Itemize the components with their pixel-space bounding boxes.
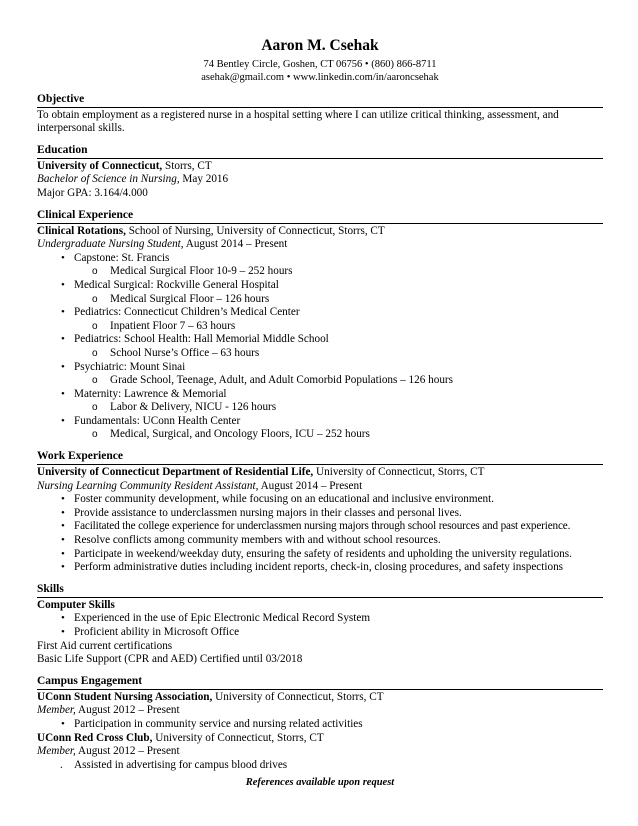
list-item: • Pediatrics: Connecticut Children’s Medical Center [37, 306, 603, 320]
list-subitem: o Labor & Delivery, NICU - 126 hours [37, 401, 603, 415]
clinical-section [37, 208, 603, 443]
skills-cert-bls: Basic Life Support (CPR and AED) Certified until 03/2018 [37, 653, 303, 666]
list-subitem: o Grade School, Teenage, Adult, and Adult Comorbid Populations – 126 hours [37, 374, 603, 388]
work-heading: Work Experience [37, 449, 603, 465]
education-school: University of Connecticut, [37, 159, 163, 172]
campus-role2-line [37, 745, 603, 759]
campus-org1-rest: University of Connecticut, Storrs, CT [212, 690, 384, 703]
resume-name: Aaron M. Csehak [261, 37, 379, 54]
campus-heading: Campus Engagement [37, 674, 603, 690]
list-subitem: o Inpatient Floor 7 – 63 hours [37, 320, 603, 334]
campus-section [37, 674, 603, 773]
campus-org1: UConn Student Nursing Association, [37, 690, 213, 703]
work-org-rest: University of Connecticut, Storrs, CT [313, 466, 485, 479]
clinical-org: Clinical Rotations, [37, 224, 126, 237]
contact-address: 74 Bentley Circle, Goshen, CT 06756 • (860) 866-8711 [203, 59, 437, 70]
clinical-role-line [37, 238, 603, 252]
resume-page [37, 36, 603, 790]
list-item: • Psychiatric: Mount Sinai [37, 361, 603, 375]
list-item: • Maternity: Lawrence & Memorial [37, 388, 603, 402]
campus-dates1: August 2012 – Present [75, 704, 180, 717]
work-dates: August 2014 – Present [258, 479, 363, 492]
contact-web: asehak@gmail.com • www.linkedin.com/in/aaroncsehak [201, 72, 439, 84]
skills-section [37, 582, 603, 667]
work-role: Nursing Learning Community Resident Assistant, [37, 479, 259, 492]
list-item: • Pediatrics: School Health: Hall Memorial Middle School [37, 333, 603, 347]
education-location: Storrs, CT [162, 159, 212, 172]
campus-dates2: August 2012 – Present [75, 745, 180, 758]
clinical-dates: August 2014 – Present [183, 238, 288, 251]
campus-org2: UConn Red Cross Club, [37, 731, 153, 744]
education-degree: Bachelor of Science in Nursing, [37, 173, 180, 186]
list-item: • Facilitated the college experience for underclassmen nursing majors through school resources and past experience. [37, 520, 603, 534]
campus-org2-line [37, 732, 603, 746]
objective-section [37, 92, 603, 136]
work-org-line [37, 466, 603, 480]
clinical-org-rest: School of Nursing, University of Connecticut, Storrs, CT [125, 224, 385, 237]
list-item: • Provide assistance to underclassmen nursing majors in their classes and personal lives. [37, 507, 603, 521]
campus-role1: Member, [37, 704, 76, 717]
list-item: • Capstone: St. Francis [37, 252, 603, 266]
clinical-org-line [37, 225, 603, 239]
education-gpa: Major GPA: 3.164/4.000 [37, 186, 148, 199]
skills-list [37, 612, 603, 639]
list-item: • Participate in weekend/weekday duty, ensuring the safety of residents and upholding the university regulations. [37, 548, 603, 562]
list-item: • Experienced in the use of Epic Electronic Medical Record System [37, 612, 603, 626]
clinical-role: Undergraduate Nursing Student, [37, 238, 184, 251]
list-item: • Participation in community service and nursing related activities [37, 718, 603, 732]
work-role-line [37, 480, 603, 494]
references-note: References available upon request [245, 777, 395, 789]
education-date: May 2016 [179, 173, 229, 186]
campus-org2-rest: University of Connecticut, Storrs, CT [152, 731, 324, 744]
list-subitem: o Medical Surgical Floor – 126 hours [37, 293, 603, 307]
list-item: • Perform administrative duties including incident reports, check-in, closing procedures, and safety inspections [37, 561, 603, 575]
objective-text: To obtain employment as a registered nurse in a hospital setting where I can utilize critical thinking, assessment, and interpersonal skills. [37, 108, 559, 135]
list-subitem: o Medical, Surgical, and Oncology Floors, ICU – 252 hours [37, 428, 603, 442]
list-item: • Proficient ability in Microsoft Office [37, 626, 603, 640]
education-section [37, 143, 603, 201]
skills-heading: Skills [37, 582, 603, 598]
work-list [37, 493, 603, 575]
clinical-heading: Clinical Experience [37, 208, 603, 224]
skills-subheading: Computer Skills [37, 598, 115, 611]
campus-role1-line [37, 704, 603, 718]
list-item: . Assisted in advertising for campus blood drives [37, 759, 603, 773]
skills-cert-first-aid: First Aid current certifications [37, 639, 173, 652]
objective-heading: Objective [37, 92, 603, 108]
campus-role2: Member, [37, 745, 76, 758]
list-item: • Resolve conflicts among community members with and without school resources. [37, 534, 603, 548]
work-org: University of Connecticut Department of Residential Life, [37, 466, 314, 479]
education-heading: Education [37, 143, 603, 159]
clinical-list [37, 252, 603, 442]
list-item: • Medical Surgical: Rockville General Hospital [37, 279, 603, 293]
education-degree-line [37, 173, 603, 187]
education-school-line [37, 160, 603, 174]
list-subitem: o School Nurse’s Office – 63 hours [37, 347, 603, 361]
list-item: • Fundamentals: UConn Health Center [37, 415, 603, 429]
campus-org1-line [37, 691, 603, 705]
work-section [37, 449, 603, 575]
list-subitem: o Medical Surgical Floor 10-9 – 252 hours [37, 265, 603, 279]
list-item: • Foster community development, while focusing on an educational and inclusive environment. [37, 493, 603, 507]
